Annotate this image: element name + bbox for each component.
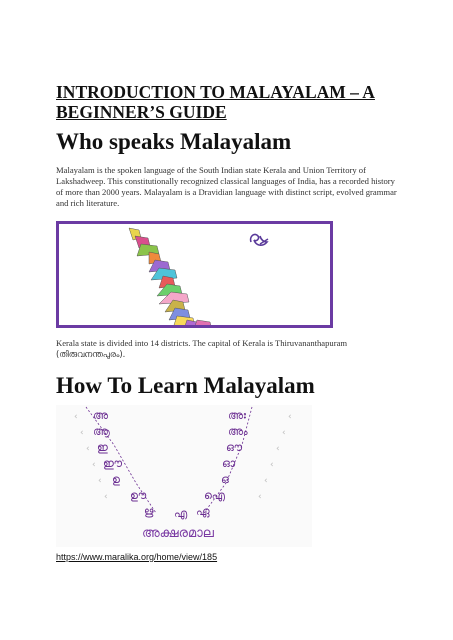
document-title: INTRODUCTION TO MALAYALAM – A BEGINNER’S GUIDE [56,82,375,122]
kerala-map-figure [56,221,333,328]
intro-paragraph: Malayalam is the spoken language of the South Indian state Kerala and Union Territory of Lakshadweep. This constitutionally recognized classical languages of India, has a recorded history of more than 2000 years. Malayalam is a Dravidian language with distinct script, evolved grammar and rich literature. [56,165,397,208]
alpha-left-2: ആ [93,425,110,438]
chevron-icon: ‹ [264,476,268,486]
chevron-icon: ‹ [282,428,286,438]
alpha-left-7: ഋ [144,505,154,518]
alpha-right-4: ഓ [222,457,236,470]
alpha-right-7: ഏ [196,505,210,518]
alpha-left-3: ഇ [97,441,108,454]
kerala-map-icon [59,224,330,325]
map-caption-malayalam: (തിരുവനന്തപുരം). [56,349,126,359]
alpha-left-4: ഈ [103,457,123,470]
alpha-left-1: അ [93,409,108,422]
alpha-right-3: ഔ [226,441,243,454]
alpha-left-6: ഊ [130,489,147,502]
swan-logo-icon [251,234,268,245]
source-link[interactable]: https://www.maralika.org/home/view/185 [56,552,218,562]
map-caption-text: Kerala state is divided into 14 districts. The capital of Kerala is Thiruvananthapuram [56,338,348,348]
alpha-right-6: ഐ [204,489,225,502]
alphabet-v-diagram [56,405,312,547]
alpha-right-2: അം [228,425,248,438]
chevron-icon: ‹ [258,492,262,502]
chevron-icon: ‹ [104,492,108,502]
alpha-left-5: ഉ [112,473,120,486]
chevron-icon: ‹ [270,460,274,470]
chevron-icon: ‹ [276,444,280,454]
alpha-bottom: എ [174,507,188,520]
heading-who-speaks: Who speaks Malayalam [56,129,292,154]
map-caption [56,338,401,360]
chevron-icon: ‹ [74,412,78,422]
alphabet-figure [56,405,312,547]
chevron-icon: ‹ [86,444,90,454]
heading-how-to-learn: How To Learn Malayalam [56,373,315,398]
alpha-right-5: ഒ [221,473,229,486]
chevron-icon: ‹ [288,412,292,422]
chevron-icon: ‹ [98,476,102,486]
alpha-right-1: അഃ [228,409,246,422]
chevron-icon: ‹ [80,428,84,438]
chevron-icon: ‹ [92,460,96,470]
alphabet-title: അക്ഷരമാല [142,526,214,541]
